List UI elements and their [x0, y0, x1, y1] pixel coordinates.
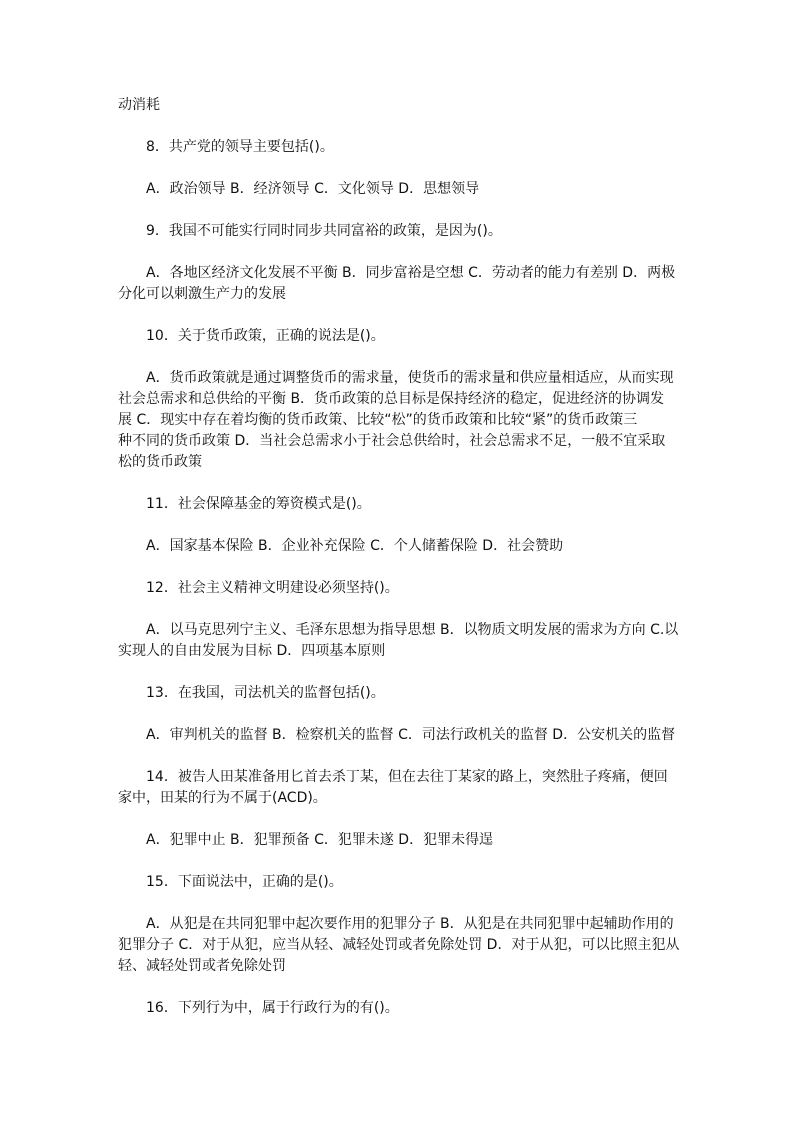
text-line: 12．社会主义精神文明建设必须坚持()。	[146, 579, 399, 596]
answer-options-paragraph	[118, 725, 678, 746]
text-line: 11．社会保障基金的筹资模式是()。	[146, 495, 371, 512]
answer-options-paragraph	[118, 368, 678, 472]
text-line: 种不同的货币政策 D．当社会总需求小于社会总供给时，社会总需求不足，一般不宜采取	[118, 432, 666, 449]
question-paragraph	[118, 872, 678, 893]
text-line: 家中，田某的行为不属于(ACD)。	[118, 789, 327, 806]
answer-options-paragraph	[118, 263, 678, 305]
answer-options-paragraph	[118, 179, 678, 200]
text-line: 10．关于货币政策，正确的说法是()。	[146, 328, 385, 345]
text-line: 分化可以刺激生产力的发展	[118, 286, 286, 303]
text-line: 社会总需求和总供给的平衡 B．货币政策的总目标是保持经济的稳定，促进经济的协调发	[118, 391, 665, 408]
text-line: A．各地区经济文化发展不平衡 B．同步富裕是空想 C．劳动者的能力有差别 D．两极	[146, 265, 676, 282]
text-line: 16．下列行为中，属于行政行为的有()。	[146, 999, 399, 1016]
text-line: 实现人的自由发展为目标 D．四项基本原则	[118, 642, 386, 659]
answer-options-paragraph	[118, 620, 678, 662]
text-line: 9．我国不可能实行同时同步共同富裕的政策，是因为()。	[146, 223, 502, 240]
question-paragraph	[118, 137, 678, 158]
text-line: A．国家基本保险 B．企业补充保险 C．个人储蓄保险 D．社会赞助	[146, 537, 564, 554]
text-line: 13．在我国，司法机关的监督包括()。	[146, 684, 385, 701]
text-line: 犯罪分子 C．对于从犯，应当从轻、减轻处罚或者免除处罚 D．对于从犯，可以比照主犯从	[118, 936, 680, 953]
text-line: 15．下面说法中，正确的是()。	[146, 873, 343, 890]
text-line: 8．共产党的领导主要包括()。	[146, 139, 334, 156]
text-line: A．货币政策就是通过调整货币的需求量，使货币的需求量和供应量相适应，从而实现	[146, 370, 674, 387]
text-line: 轻、减轻处罚或者免除处罚	[118, 957, 286, 974]
answer-options-paragraph	[118, 536, 678, 557]
text-line: 展 C．现实中存在着均衡的货币政策、比较“松”的货币政策和比较“紧”的货币政策三	[118, 411, 638, 428]
question-paragraph	[118, 998, 678, 1019]
document-page	[118, 95, 678, 1040]
text-line: 动消耗	[118, 97, 160, 113]
text-line: 14．被告人田某准备用匕首去杀丁某，但在去往丁某家的路上，突然肚子疼痛，便回	[146, 769, 668, 785]
continued-text-paragraph	[118, 95, 678, 116]
question-paragraph	[118, 221, 678, 242]
question-paragraph	[118, 494, 678, 515]
text-line: A．政治领导 B．经济领导 C．文化领导 D．思想领导	[146, 181, 480, 198]
text-line: A．犯罪中止 B．犯罪预备 C．犯罪未遂 D．犯罪未得逞	[146, 831, 494, 848]
text-line: A．以马克思列宁主义、毛泽东思想为指导思想 B．以物质文明发展的需求为方向 C.以	[146, 621, 679, 638]
question-paragraph	[118, 326, 678, 347]
question-paragraph	[118, 683, 678, 704]
text-line: A．从犯是在共同犯罪中起次要作用的犯罪分子 B．从犯是在共同犯罪中起辅助作用的	[146, 916, 674, 933]
question-paragraph	[118, 767, 678, 809]
question-paragraph	[118, 578, 678, 599]
text-line: A．审判机关的监督 B．检察机关的监督 C．司法行政机关的监督 D．公安机关的监督	[146, 726, 676, 743]
text-line: 松的货币政策	[118, 453, 202, 470]
answer-options-paragraph	[118, 830, 678, 851]
answer-options-paragraph	[118, 914, 678, 976]
